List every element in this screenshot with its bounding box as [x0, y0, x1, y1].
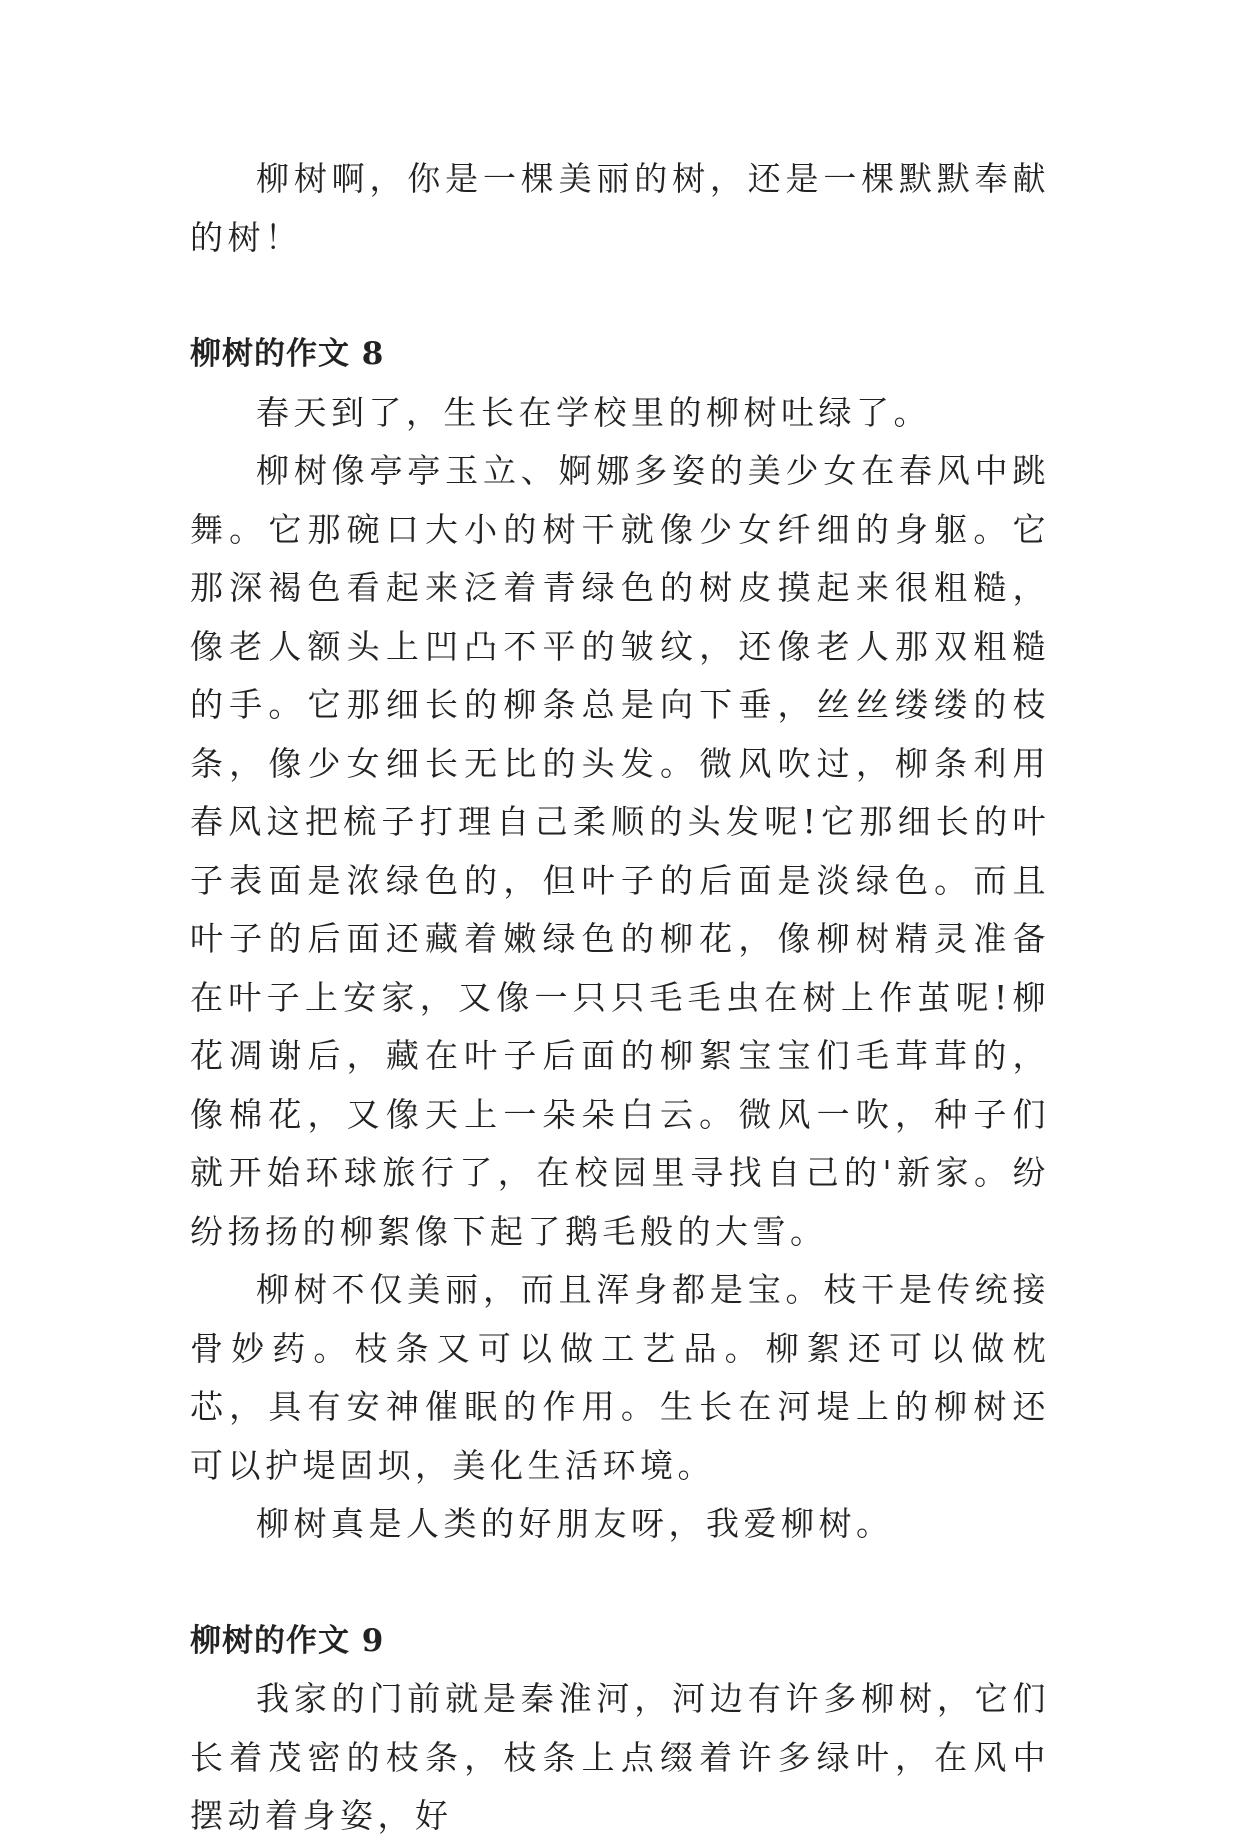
essay-8-paragraph-4: 柳树真是人类的好朋友呀，我爱柳树。: [256, 1504, 894, 1543]
document-page: [190, 150, 1050, 1846]
essay-9: [190, 1612, 1050, 1846]
section-gap: [190, 267, 1050, 325]
section-gap: [190, 1554, 1050, 1612]
essay-9-paragraph-1: 我家的门前就是秦淮河，河边有许多柳树，它们长着茂密的枝条，枝条上点缀着许多绿叶，在风中摆动着身姿，好: [190, 1679, 1050, 1835]
essay-8-paragraph-1: 春天到了，生长在学校里的柳树吐绿了。: [256, 392, 931, 432]
essay-8-title: 柳树的作文 8: [190, 336, 385, 372]
essay-8: [190, 325, 1050, 1554]
closing-line: 柳树啊，你是一棵美丽的树，还是一棵默默奉献的树！: [190, 159, 1050, 257]
essay-8-paragraph-2: 柳树像亭亭玉立、婀娜多姿的美少女在春风中跳舞。它那碗口大小的树干就像少女纤细的身躯。它那深褐色看起来泛着青绿色的树皮摸起来很粗糙，像老人额头上凹凸不平的皱纹，还像老人那双粗糙的手。它那细长的柳条总是向下垂，丝丝缕缕的枝条，像少女细长无比的头发。微风吹过，柳条利用春风这把梳子打理自己柔顺的头发呢!它那细长的叶子表面是浓绿色的，但叶子的后面是淡绿色。而且叶子的后面还藏着嫩绿色的柳花，像柳树精灵准备在叶子上安家，又像一只只毛毛虫在树上作茧呢!柳花凋谢后，藏在叶子后面的柳絮宝宝们毛茸茸的，像棉花，又像天上一朵朵白云。微风一吹，种子们就开始环球旅行了，在校园里寻找自己的'新家。纷纷扬扬的柳絮像下起了鹅毛般的大雪。: [190, 451, 1050, 1251]
essay-9-title: 柳树的作文 9: [190, 1622, 385, 1659]
essay-8-paragraph-3: 柳树不仅美丽，而且浑身都是宝。枝干是传统接骨妙药。枝条又可以做工艺品。柳絮还可以做枕芯，具有安神催眠的作用。生长在河堤上的柳树还可以护堤固坝，美化生活环境。: [190, 1270, 1050, 1485]
